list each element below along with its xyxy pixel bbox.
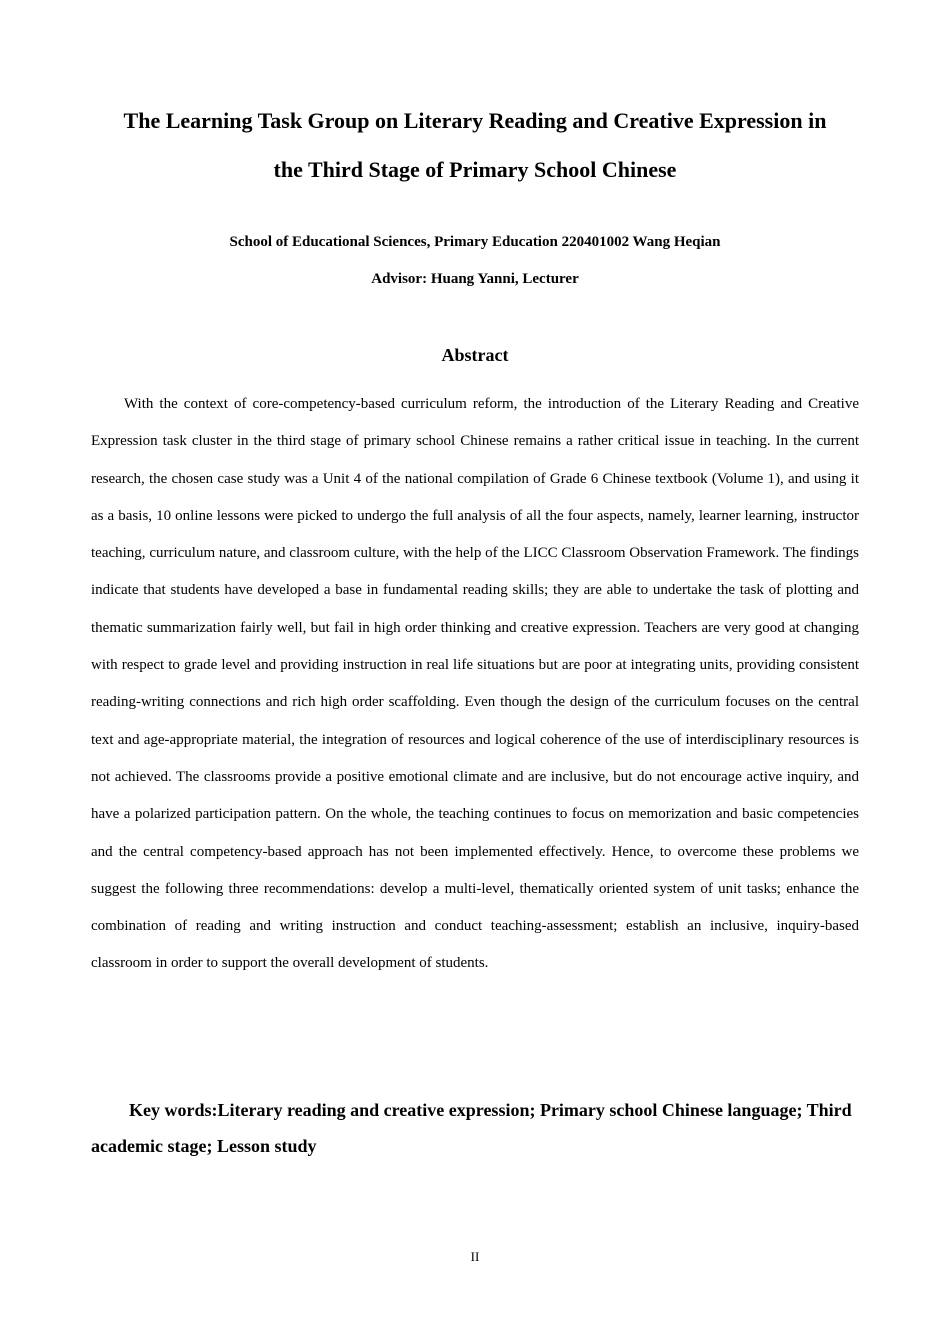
page-number: II bbox=[470, 1249, 480, 1264]
abstract-heading: Abstract bbox=[441, 345, 509, 365]
keywords: Key words:Literary reading and creative expression; Primary school Chinese language; Third academic stage; Lesson study bbox=[91, 1100, 852, 1156]
abstract-body: With the context of core-competency-based curriculum reform, the introduction of the Literary Reading and Creative Expression task cluster in the third stage of primary school Chinese remains a rather critical issue in teaching. In the current research, the chosen case study was a Unit 4 of the national compilation of Grade 6 Chinese textbook (Volume 1), and using it as a basis, 10 online lessons were picked to undergo the full analysis of all the four aspects, namely, learner learning, instructor teaching, curriculum nature, and classroom culture, with the help of the LICC Classroom Observation Framework. The findings indicate that students have developed a base in fundamental reading skills; they are able to undertake the task of plotting and thematic summarization fairly well, but fail in high order thinking and creative expression. Teachers are very good at changing with respect to grade level and providing instruction in real life situations but are poor at integrating units, providing consistent reading-writing connections and rich high order scaffolding. Even though the design of the curriculum focuses on the central text and age-appropriate material, the integration of resources and logical coherence of the use of interdisciplinary resources is not achieved. The classrooms provide a positive emotional climate and are inclusive, but do not encourage active inquiry, and have a polarized participation pattern. On the whole, the teaching continues to focus on memorization and basic competencies and the central competency-based approach has not been implemented effectively. Hence, to overcome these problems we suggest the following three recommendations: develop a multi-level, thematically oriented system of unit tasks; enhance the combination of reading and writing instruction and conduct teaching-assessment; establish an inclusive, inquiry-based classroom in order to support the overall development of students. bbox=[91, 396, 859, 972]
author-affiliation: School of Educational Sciences, Primary Education 220401002 Wang Heqian bbox=[229, 234, 721, 250]
paper-title bbox=[60, 96, 890, 194]
paper-title-line-2: the Third Stage of Primary School Chinese bbox=[273, 157, 677, 182]
paper-title-line-1: The Learning Task Group on Literary Reading and Creative Expression in bbox=[123, 108, 827, 133]
advisor-line: Advisor: Huang Yanni, Lecturer bbox=[371, 271, 579, 287]
